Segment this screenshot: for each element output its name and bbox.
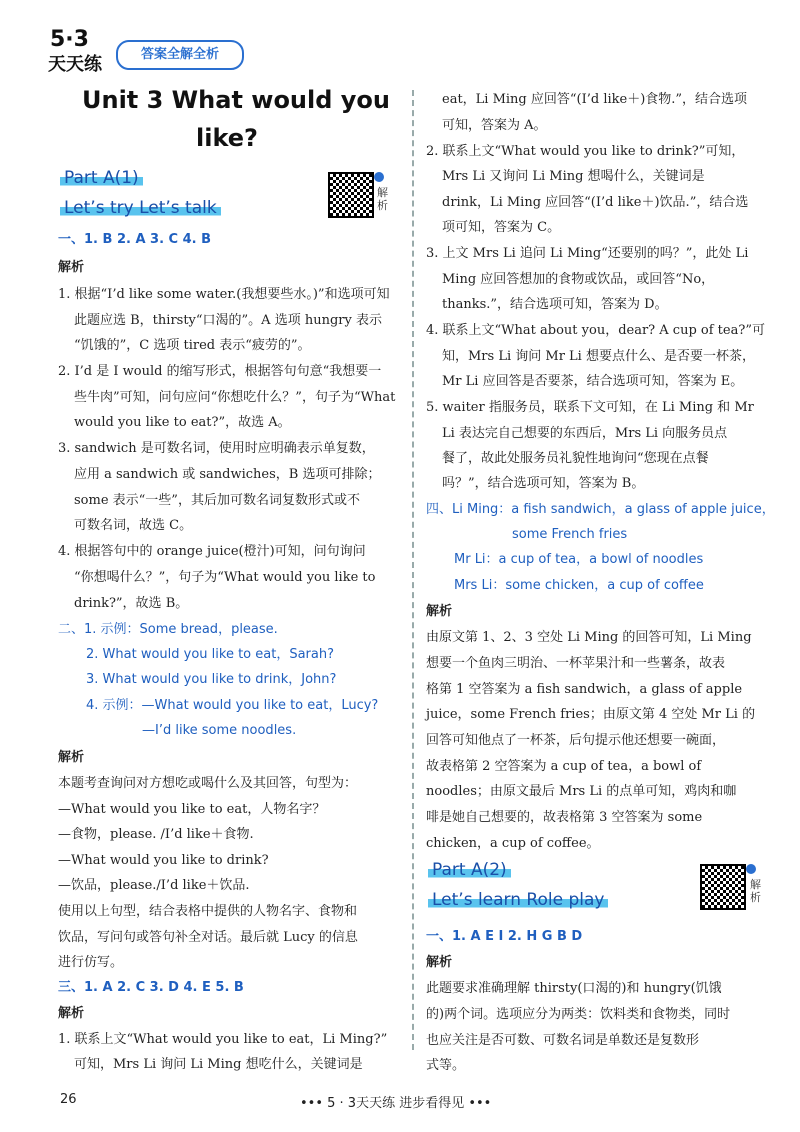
text-line: —What would you like to eat，人物名字？	[58, 802, 326, 817]
qr-code[interactable]	[328, 172, 374, 218]
column-divider	[412, 90, 414, 1050]
text-line: chicken，a cup of coffee。	[426, 836, 600, 851]
text-line: 项可知，答案为 C。	[442, 220, 561, 235]
text-line: 2. I’d 是 I would 的缩写形式，根据答句句意“我想要一	[58, 364, 382, 379]
section-2-answer: 4. 示例：—What would you like to eat，Lucy?	[86, 698, 379, 713]
text-line: 也应关注是否可数、可数名词是单数还是复数形	[426, 1033, 700, 1048]
text-line: “饥饿的”，C 选项 tired 表示“疲劳的”。	[74, 338, 311, 353]
footer-slogan: ••• 5 · 3天天练 进步看得见 •••	[300, 1096, 492, 1111]
text-line: juice，some French fries；由原文第 4 空处 Mr Li 的	[426, 707, 756, 722]
text-line: some 表示“一些”，其后加可数名词复数形式或不	[74, 493, 360, 508]
text-line: Li 表达完自己想要的东西后，Mrs Li 向服务员点	[442, 426, 728, 441]
text-line: 餐了，故此处服务员礼貌性地询问“您现在点餐	[442, 451, 709, 466]
text-line: thanks.”，结合选项可知，答案为 D。	[442, 297, 668, 312]
text-line: 4. 联系上文“What about you，dear? A cup of tea?”可	[426, 323, 765, 338]
text-line: 4. 根据答句中的 orange juice(橙汁)可知，问句询问	[58, 544, 366, 559]
part-label: Part A(2)	[428, 860, 511, 880]
qr-label: 解析	[750, 878, 761, 904]
text-line: Mrs Li 又询问 Li Ming 想喝什么，关键词是	[442, 169, 705, 184]
text-line: 1. 联系上文“What would you like to eat，Li Ming?”	[58, 1032, 388, 1047]
text-line: 进行仿写。	[58, 955, 124, 970]
text-line: 的)两个词。选项应分为两类：饮料类和食物类，同时	[426, 1007, 731, 1022]
analysis-heading: 解析	[58, 750, 85, 765]
text-line: 本题考查询问对方想吃或喝什么及其回答，句型为：	[58, 776, 358, 791]
text-line: noodles；由原文最后 Mrs Li 的点单可知，鸡肉和咖	[426, 784, 737, 799]
text-line: —饮品，please./I’d like＋饮品.	[58, 878, 250, 893]
analysis-heading: 解析	[426, 604, 453, 619]
analysis-heading: 解析	[58, 1006, 85, 1021]
section-2-answer: 二、1. 示例：Some bread，please.	[58, 622, 278, 637]
text-line: drink，Li Ming 应回答“(I’d like＋)饮品.”，结合选	[442, 195, 749, 210]
text-line: 使用以上句型，结合表格中提供的人物名字、食物和	[58, 904, 358, 919]
answer-tag: 答案全解全析	[116, 40, 244, 70]
text-line: 1. 根据“I’d like some water.(我想要些水。)”和选项可知	[58, 287, 390, 302]
text-line: eat，Li Ming 应回答“(I’d like＋)食物.”，结合选项	[442, 92, 748, 107]
section-4-answer: Mrs Li：some chicken，a cup of coffee	[454, 578, 704, 593]
text-line: 饮品，写问句或答句补全对话。最后就 Lucy 的信息	[58, 930, 358, 945]
lesson-label: Let’s try Let’s talk	[60, 198, 221, 218]
text-line: 可知，答案为 A。	[442, 118, 547, 133]
text-line: 式等。	[426, 1058, 466, 1073]
text-line: 想要一个鱼肉三明治、一杯苹果汁和一些薯条，故表	[426, 656, 726, 671]
unit-title-cont: like?	[196, 124, 258, 152]
part-label: Part A(1)	[60, 168, 143, 188]
text-line: 3. sandwich 是可数名词，使用时应明确表示单复数，	[58, 441, 375, 456]
text-line: 可知，Mrs Li 询问 Li Ming 想吃什么，关键词是	[74, 1057, 363, 1072]
section-answers: 一、1. A E I 2. H G B D	[426, 929, 583, 944]
unit-title: Unit 3 What would you	[82, 86, 390, 114]
section-2-answer: 2. What would you like to eat，Sarah?	[86, 647, 334, 662]
qr-code[interactable]	[700, 864, 746, 910]
section-2-answer: —I’d like some noodles.	[142, 723, 297, 738]
text-line: 应用 a sandwich 或 sandwiches，B 选项可排除；	[74, 467, 381, 482]
text-line: 吗？”，结合选项可知，答案为 B。	[442, 476, 645, 491]
section-4-answer: Mr Li：a cup of tea，a bowl of noodles	[454, 552, 704, 567]
text-line: drink?”，故选 B。	[74, 596, 189, 611]
text-line: 此题要求准确理解 thirsty(口渴的)和 hungry(饥饿	[426, 981, 722, 996]
svg-text:天天练: 天天练	[48, 54, 102, 75]
text-line: “你想喝什么？”，句子为“What would you like to	[74, 570, 376, 585]
text-line: 此题应选 B，thirsty“口渴的”。A 选项 hungry 表示	[74, 313, 382, 328]
text-line: 回答可知他点了一杯茶，后句提示他还想要一碗面，	[426, 733, 726, 748]
play-icon	[746, 864, 756, 874]
section-4-answer: 四、Li Ming：a fish sandwich，a glass of apple juice，	[426, 502, 775, 517]
lesson-label: Let’s learn Role play	[428, 890, 608, 910]
section-3-answers: 三、1. A 2. C 3. D 4. E 5. B	[58, 980, 244, 995]
text-line: Ming 应回答想加的食物或饮品，或回答“No，	[442, 272, 715, 287]
section-2-answer: 3. What would you like to drink，John?	[86, 672, 337, 687]
logo	[46, 22, 112, 78]
text-line: would you like to eat?”，故选 A。	[74, 415, 291, 430]
text-line: Mr Li 应回答是否要茶，结合选项可知，答案为 E。	[442, 374, 744, 389]
play-icon	[374, 172, 384, 182]
page-number: 26	[60, 1092, 77, 1107]
text-line: 2. 联系上文“What would you like to drink?”可知，	[426, 144, 745, 159]
text-line: 故表格第 2 空答案为 a cup of tea，a bowl of	[426, 759, 702, 774]
text-line: —食物，please. /I’d like＋食物.	[58, 827, 254, 842]
text-line: 3. 上文 Mrs Li 追问 Li Ming“还要别的吗？”，此处 Li	[426, 246, 749, 261]
text-line: 啡是她自己想要的，故表格第 3 空答案为 some	[426, 810, 703, 825]
text-line: 格第 1 空答案为 a fish sandwich，a glass of apple	[426, 682, 743, 697]
analysis-heading: 解析	[58, 260, 85, 275]
text-line: 知，Mrs Li 询问 Mr Li 想要点什么、是否要一杯茶，	[442, 349, 755, 364]
text-line: 可数名词，故选 C。	[74, 518, 193, 533]
text-line: 些牛肉”可知，问句应问“你想吃什么？”，句子为“What	[74, 390, 396, 405]
logo-mark	[46, 22, 112, 78]
section-4-answer: some French fries	[512, 527, 628, 542]
text-line: —What would you like to drink?	[58, 853, 269, 868]
analysis-heading: 解析	[426, 955, 453, 970]
text-line: 由原文第 1、2、3 空处 Li Ming 的回答可知，Li Ming	[426, 630, 752, 645]
section-1-answers: 一、1. B 2. A 3. C 4. B	[58, 232, 212, 247]
text-line: 5. waiter 指服务员，联系下文可知，在 Li Ming 和 Mr	[426, 400, 754, 415]
qr-label: 解析	[377, 186, 388, 212]
svg-text:5·3: 5·3	[50, 27, 89, 52]
